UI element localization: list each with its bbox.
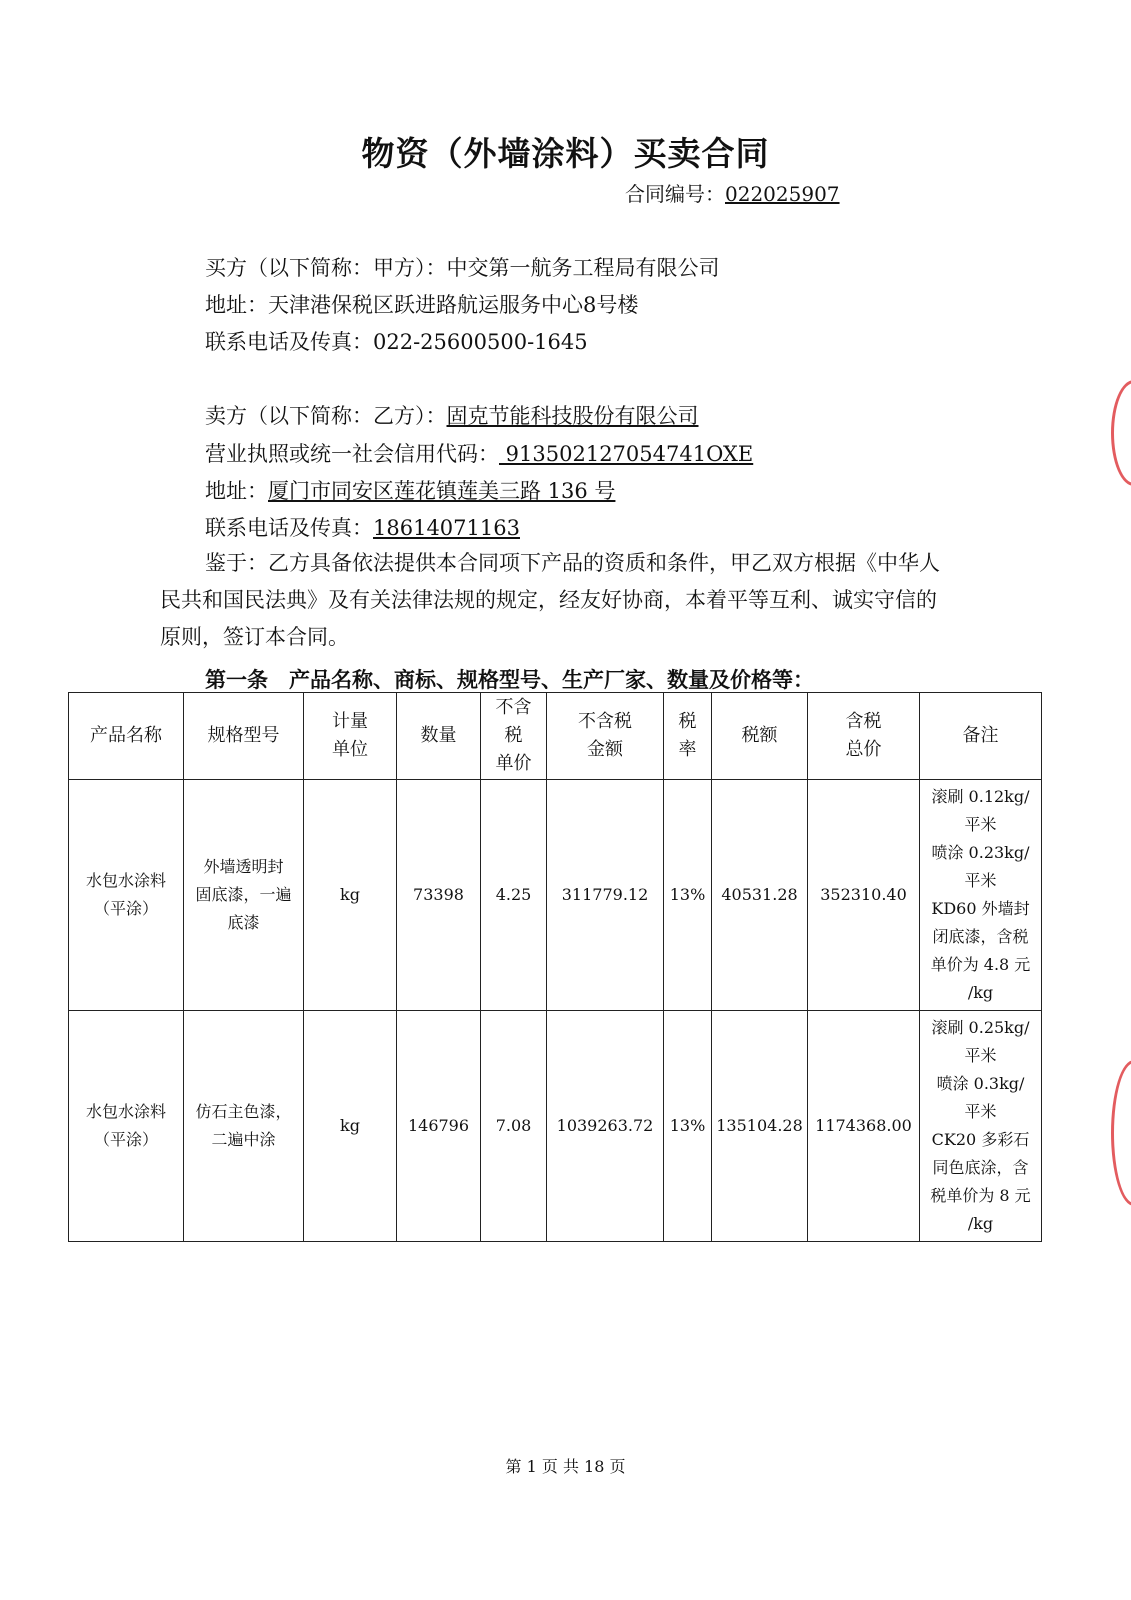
table-header-cell-line: 规格型号 <box>207 725 280 746</box>
total-cell: 352310.40 <box>808 780 920 1011</box>
remark-cell-line: 平米 <box>964 1102 997 1121</box>
table-header-cell-line: 总价 <box>845 739 882 760</box>
table-header-cell-line: 单价 <box>495 753 532 774</box>
table-header-cell-line: 产品名称 <box>90 725 162 746</box>
remark-cell-line: 平米 <box>964 815 997 834</box>
table-header-cell-line: 不含税 <box>578 711 632 732</box>
price-cell: 4.25 <box>481 780 547 1011</box>
seller-license: 913502127054741OXE <box>499 442 754 466</box>
table-header-cell <box>920 693 1042 780</box>
seller-address-label: 地址： <box>205 479 268 503</box>
table-header-cell <box>304 693 397 780</box>
seller-address-line <box>205 475 615 505</box>
tax-cell: 40531.28 <box>712 780 808 1011</box>
remark-cell-line: 单价为 4.8 元 <box>930 955 1031 974</box>
buyer-address-label: 地址： <box>205 293 268 317</box>
unit-cell: kg <box>304 780 397 1011</box>
remark-cell-line: 同色底涂，含 <box>932 1158 1029 1177</box>
buyer-name-label: 买方（以下简称：甲方）： <box>205 256 447 280</box>
price-cell: 7.08 <box>481 1011 547 1242</box>
table-header-cell <box>664 693 712 780</box>
page-footer: 第 1 页 共 18 页 <box>505 1457 626 1476</box>
preamble-paragraph <box>160 545 950 656</box>
product-name-cell <box>69 780 184 1011</box>
table-header-cell <box>69 693 184 780</box>
contract-number-value: 022025907 <box>725 182 840 206</box>
spec-cell-line: 二遍中涂 <box>211 1130 276 1149</box>
spec-cell-line: 仿石主色漆， <box>195 1102 292 1121</box>
table-header-cell <box>481 693 547 780</box>
unit-cell: kg <box>304 1011 397 1242</box>
seller-name-line <box>205 400 699 430</box>
contract-number-label: 合同编号： <box>625 182 725 206</box>
section-one-title: 第一条 产品名称、商标、规格型号、生产厂家、数量及价格等： <box>205 668 814 692</box>
remark-cell-line: 平米 <box>964 871 997 890</box>
buyer-name: 中交第一航务工程局有限公司 <box>446 256 720 280</box>
table-header-cell-line: 不含 <box>495 697 532 718</box>
seal-stamp-fragment <box>1111 1060 1131 1206</box>
remark-cell-line: CK20 多彩石 <box>931 1130 1030 1149</box>
table-header-cell-line: 数量 <box>420 725 457 746</box>
table-header-cell-line: 含税 <box>845 711 882 732</box>
buyer-name-line <box>205 252 720 282</box>
spec-cell-line: 外墙透明封 <box>203 857 284 876</box>
table-header-cell <box>184 693 304 780</box>
buyer-phone-label: 联系电话及传真： <box>205 330 373 354</box>
remark-cell-line: 滚刷 0.25kg/ <box>931 1018 1030 1037</box>
remark-cell-line: 平米 <box>964 1046 997 1065</box>
spec-cell <box>184 1011 304 1242</box>
table-header-cell <box>712 693 808 780</box>
table-header-cell-line: 税额 <box>741 725 778 746</box>
document-title: 物资（外墙涂料）买卖合同 <box>361 134 770 173</box>
remark-cell-line: 闭底漆，含税 <box>932 927 1029 946</box>
seller-name: 固克节能科技股份有限公司 <box>446 404 699 428</box>
product-name-cell <box>69 1011 184 1242</box>
seller-phone: 18614071163 <box>373 516 520 540</box>
table-header-cell-line: 率 <box>678 739 697 760</box>
table-row <box>69 780 1042 1011</box>
buyer-address-line <box>205 289 638 319</box>
table-header-cell-line: 税 <box>504 725 523 746</box>
remark-cell <box>920 780 1042 1011</box>
amount-cell: 311779.12 <box>547 780 664 1011</box>
table-row <box>69 1011 1042 1242</box>
remark-cell-line: 喷涂 0.3kg/ <box>936 1074 1025 1093</box>
seller-phone-label: 联系电话及传真： <box>205 516 373 540</box>
product-table <box>68 692 1042 1242</box>
preamble-text: 鉴于：乙方具备依法提供本合同项下产品的资质和条件，甲乙双方根据《中华人民共和国民法典》及有关法律法规的规定，经友好协商，本着平等互利、诚实守信的原则，签订本合同。 <box>160 551 940 649</box>
spec-cell-line: 固底漆，一遍 <box>195 885 292 904</box>
seller-license-label: 营业执照或统一社会信用代码： <box>205 442 499 466</box>
buyer-phone: 022-25600500-1645 <box>373 330 588 354</box>
seller-name-label: 卖方（以下简称：乙方）： <box>205 404 447 428</box>
remark-cell-line: /kg <box>967 983 994 1002</box>
total-cell: 1174368.00 <box>808 1011 920 1242</box>
remark-cell <box>920 1011 1042 1242</box>
buyer-phone-line <box>205 326 588 356</box>
table-header-cell-line: 备注 <box>962 725 999 746</box>
contract-number <box>625 178 840 207</box>
remark-cell-line: 滚刷 0.12kg/ <box>931 787 1030 806</box>
rate-cell: 13% <box>664 780 712 1011</box>
seller-address: 厦门市同安区莲花镇莲美三路 136 号 <box>268 479 616 503</box>
seller-phone-line <box>205 512 520 542</box>
table-header-cell-line: 计量 <box>332 711 368 732</box>
table-header-cell-line: 金额 <box>587 739 623 760</box>
table-header-cell-line: 单位 <box>332 739 368 760</box>
amount-cell: 1039263.72 <box>547 1011 664 1242</box>
remark-cell-line: 税单价为 8 元 <box>930 1186 1031 1205</box>
buyer-address: 天津港保税区跃进路航运服务中心8号楼 <box>268 293 639 317</box>
remark-cell-line: 喷涂 0.23kg/ <box>931 843 1030 862</box>
remark-cell-line: /kg <box>967 1214 994 1233</box>
table-header-cell <box>808 693 920 780</box>
product-name-cell-line: （平涂） <box>93 1130 158 1149</box>
qty-cell: 73398 <box>397 780 481 1011</box>
spec-cell <box>184 780 304 1011</box>
seal-stamp-fragment <box>1111 380 1131 486</box>
seller-license-line <box>205 438 753 468</box>
rate-cell: 13% <box>664 1011 712 1242</box>
tax-cell: 135104.28 <box>712 1011 808 1242</box>
table-header-cell-line: 税 <box>678 711 697 732</box>
remark-cell-line: KD60 外墙封 <box>931 899 1030 918</box>
product-name-cell-line: 水包水涂料 <box>85 871 166 890</box>
qty-cell: 146796 <box>397 1011 481 1242</box>
spec-cell-line: 底漆 <box>227 913 260 932</box>
table-header-cell <box>397 693 481 780</box>
table-header-cell <box>547 693 664 780</box>
table-header-row <box>69 693 1042 780</box>
product-name-cell-line: 水包水涂料 <box>85 1102 166 1121</box>
product-name-cell-line: （平涂） <box>93 899 158 918</box>
